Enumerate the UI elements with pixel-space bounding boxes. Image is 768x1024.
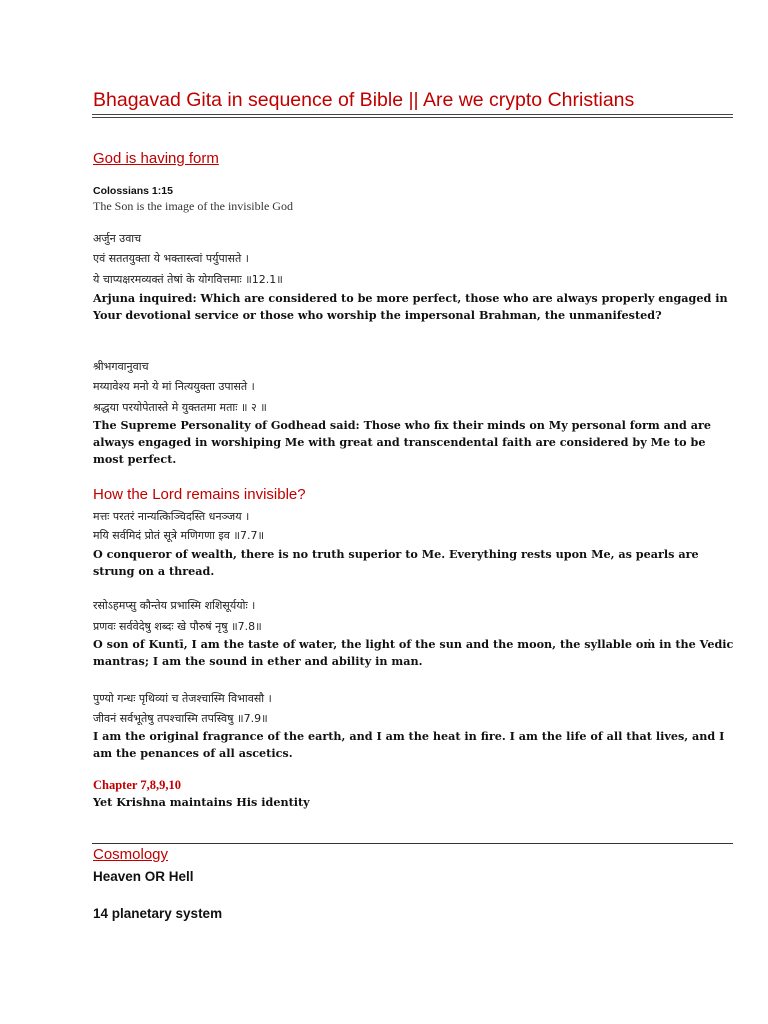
verse-line: एवं सततयुक्ता ये भक्तास्त्वां पर्युपासते । (93, 252, 249, 265)
verse-line: श्रद्धया परयोपेतास्ते मे युक्ततमा मताः ॥ २ ॥ (93, 401, 267, 414)
cosmology-line: 14 planetary system (93, 906, 223, 921)
verse-line: प्रणवः सर्ववेदेषु शब्दः खे पौरुषं नृषु ॥7.8॥ (93, 620, 262, 633)
verse-line: पुण्यो गन्धः पृथिव्यां च तेजश्चास्मि विभावसौ । (93, 692, 272, 705)
verse-line: रसोऽहमप्सु कौन्तेय प्रभास्मि शशिसूर्ययोः । (93, 599, 256, 612)
chapter-reference: Chapter 7,8,9,10 (93, 778, 181, 792)
verse-line: ये चाप्यक्षरमव्यक्तं तेषां के योगवित्तमाः ॥12.1॥ (93, 273, 283, 286)
verse-line: मत्तः परतरं नान्यत्किञ्चिदस्ति धनञ्जय । (93, 510, 250, 523)
title-rule-bottom (92, 117, 733, 118)
verse-translation: I am the original fragrance of the earth, and I am the heat in fire. I am the life of all that lives, and I am the penances of all ascetics. (93, 729, 725, 760)
section-heading-cosmology: Cosmology (93, 846, 169, 863)
verse-line: मय्यावेश्य मनो ये मां नित्ययुक्ता उपासते । (93, 380, 255, 393)
section-heading-god-form: God is having form (93, 150, 219, 167)
verse-line: श्रीभगवानुवाच (93, 360, 149, 373)
title-rule-top (92, 114, 733, 115)
verse-translation: O conqueror of wealth, there is no truth superior to Me. Everything rests upon Me, as pearls are strung on a thread. (93, 547, 699, 578)
section-heading-invisible: How the Lord remains invisible? (93, 486, 306, 503)
verse-translation: O son of Kuntī, I am the taste of water, the light of the sun and the moon, the syllable oṁ in the Vedic mantras; I am the sound in ether and ability in man. (93, 637, 734, 668)
cosmology-line: Heaven OR Hell (93, 869, 194, 884)
scripture-quote: The Son is the image of the invisible God (93, 199, 293, 213)
scripture-source: Colossians 1:15 (93, 185, 173, 197)
verse-line: जीवनं सर्वभूतेषु तपश्चास्मि तपस्विषु ॥7.9॥ (93, 712, 268, 725)
document-title: Bhagavad Gita in sequence of Bible || Are we crypto Christians (93, 89, 635, 111)
verse-line: मयि सर्वमिदं प्रोतं सूत्रे मणिगणा इव ॥7.7॥ (93, 529, 265, 542)
verse-translation: Arjuna inquired: Which are considered to be more perfect, those who are always properly engaged in Your devotional service or those who worship the impersonal Brahman, the unmanifested? (93, 291, 728, 322)
identity-note: Yet Krishna maintains His identity (93, 795, 310, 809)
verse-translation: The Supreme Personality of Godhead said: Those who fix their minds on My personal form and are always engaged in worshiping Me with great and transcendental faith are considered by Me to be most perfect. (93, 418, 711, 466)
section-divider (92, 843, 733, 844)
verse-line: अर्जुन उवाच (93, 232, 142, 245)
